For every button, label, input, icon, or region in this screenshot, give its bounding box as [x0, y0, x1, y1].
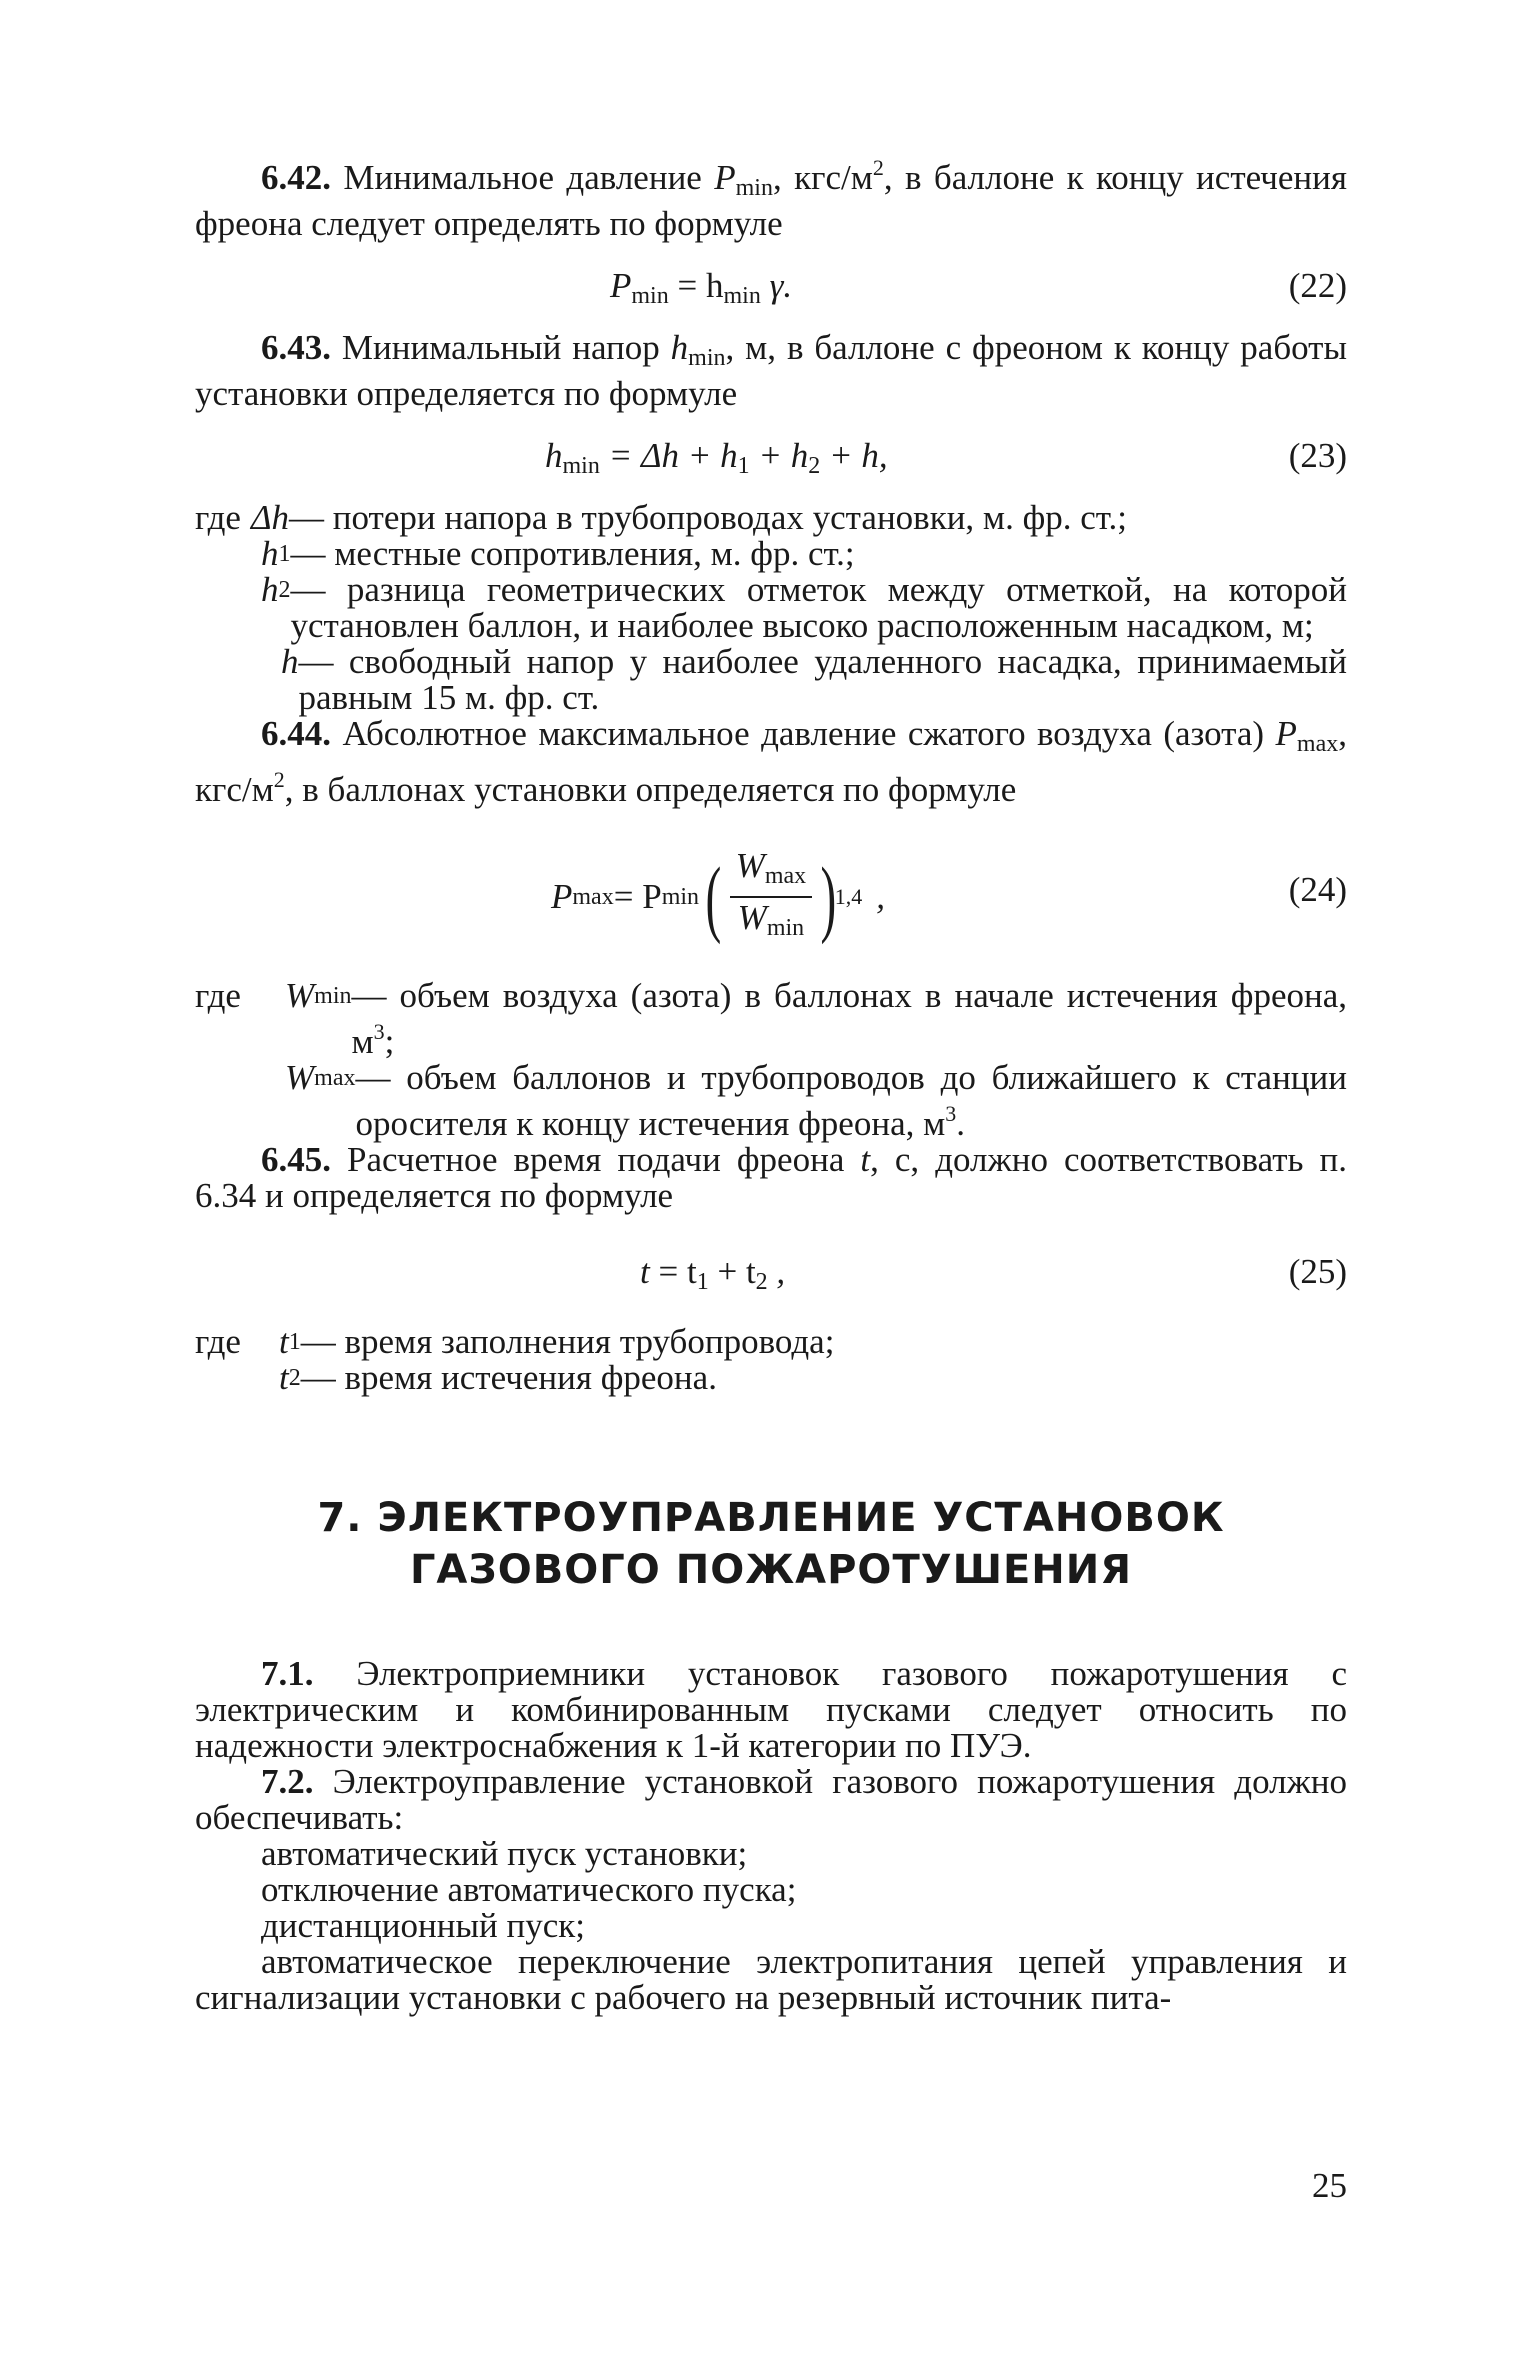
clause-number: 6.44. [261, 714, 331, 753]
symbol: h [261, 570, 279, 609]
paragraph-6-43 [195, 330, 1347, 412]
formula-expression: $t = t_1 + t_2$ , [640, 1252, 786, 1295]
list-item: автоматический пуск установки; [261, 1834, 748, 1873]
equation-number: (23) [1288, 436, 1347, 475]
text: Минимальное давление [331, 158, 715, 197]
symbol: h [670, 328, 689, 367]
where-lead: где [195, 1322, 241, 1361]
exponent: 1,4 [834, 884, 863, 909]
fraction: $\frac{W_{max}}{W_{min}}$ [730, 848, 812, 946]
page-number: 25 [1312, 2166, 1347, 2205]
text: Расчетное время подачи фреона [331, 1140, 861, 1179]
symbol: t [279, 1322, 289, 1361]
equation-number: (24) [1288, 870, 1347, 909]
paragraph-6-44 [195, 716, 1347, 808]
paragraph-7-2 [195, 1764, 1347, 1836]
paragraph-6-45 [195, 1142, 1347, 1214]
formula-22 [195, 268, 1347, 308]
symbol: t [279, 1358, 289, 1397]
subscript: min [688, 345, 726, 371]
clause-number: 6.42. [261, 158, 331, 197]
heading-line-2: ГАЗОВОГО ПОЖАРОТУШЕНИЯ [409, 1547, 1133, 1593]
definition: — свободный напор у наиболее удаленного насадка, принимаемый равным 15 м. фр. ст. [298, 642, 1347, 717]
clause-number: 6.45. [261, 1140, 331, 1179]
formula-24 [195, 838, 1347, 958]
formula-expression: $P_{min} = h_{min}$ γ. [610, 266, 793, 309]
subscript: min [735, 175, 773, 201]
definition: — объем воздуха (азота) в баллонах в начале истечения фреона, $м^3$; [351, 976, 1347, 1061]
definition: — время заполнения трубопровода; [300, 1322, 835, 1361]
superscript: 2 [273, 767, 285, 792]
heading-line-1: 7. ЭЛЕКТРОУПРАВЛЕНИЕ УСТАНОВОК [317, 1495, 1225, 1541]
symbol: P [1275, 714, 1297, 753]
formula-23 [195, 438, 1347, 478]
symbol: Δh [250, 498, 290, 537]
symbol: W [285, 976, 315, 1015]
formula-25 [195, 1254, 1347, 1294]
equation-number: (22) [1288, 266, 1347, 305]
symbol: W [285, 1058, 315, 1097]
list-item: отключение автоматического пуска; [261, 1870, 797, 1909]
list-item-last: автоматическое переключение электропитания цепей управления и сигнализации установки с рабочего на резервный источник пита- [195, 1942, 1347, 2017]
definition: — потери напора в трубопроводах установки, м. фр. ст.; [289, 498, 1127, 537]
where-lead: где [195, 498, 241, 537]
text: Минимальный напор [331, 328, 671, 367]
left-paren: ( [705, 849, 722, 945]
paragraph-7-1 [195, 1656, 1347, 1764]
text: , в баллонах установки определяется по формуле [284, 770, 1017, 809]
superscript: 2 [872, 155, 884, 180]
paragraph-6-42 [195, 150, 1347, 242]
page-body [195, 150, 1347, 2016]
clause-number: 7.1. [261, 1654, 314, 1693]
clause-number: 6.43. [261, 328, 331, 367]
section-heading [195, 1492, 1347, 1596]
symbol: t [860, 1140, 871, 1179]
symbol: h [261, 534, 279, 573]
text: , в баллоне к концу истечения фреона следует определять по формуле [195, 158, 1347, 243]
definition: — время истечения фреона. [300, 1358, 717, 1397]
clause-number: 7.2. [261, 1762, 314, 1801]
text: , кгс/м [772, 158, 873, 197]
definition: — местные сопротивления, м. фр. ст.; [290, 534, 855, 573]
formula-expression: $h_{min} = \Delta h + h_1 + h_2 + h$, [545, 436, 888, 479]
where-list-23: где Δh — потери напора в трубопроводах установки, м. фр. ст.; h 1 — местные сопротивления, м. фр. ст.; h 2 — разница геометрических отметок между отметкой, на которой установлен баллон, и наиболее высоко расположенным насадком, м; h — свободный напор у наиболее удаленного насадка, принимаемый равным 15 м. фр. ст. [195, 498, 1347, 717]
text: Электроуправление установкой газового пожаротушения должно обеспечивать: [195, 1762, 1347, 1837]
definition: — разница геометрических отметок между отметкой, на которой установлен баллон, и наиболее высоко расположенным насадком, м; [290, 570, 1347, 645]
where-lead: где [195, 976, 241, 1015]
text: , кгс/м [195, 714, 1347, 809]
equation-number: (25) [1288, 1252, 1347, 1291]
subscript: max [1296, 731, 1339, 757]
text: Абсолютное максимальное давление сжатого воздуха (азота) [331, 714, 1276, 753]
text: Электроприемники установок газового пожаротушения с электрическим и комбинированным пусками следует относить по надежности электроснабжения к 1-й категории по ПУЭ. [195, 1654, 1347, 1765]
definition: — объем баллонов и трубопроводов до ближайшего к станции оросителя к концу истечения фреона, $м^3$. [355, 1058, 1347, 1143]
where-list-25: где t 1 — время заполнения трубопровода; t 2 — время истечения фреона. [195, 1324, 1347, 1396]
list-item: дистанционный пуск; [261, 1906, 585, 1945]
right-paren: ) [820, 849, 837, 945]
text: , с, должно соответствовать п. 6.34 и определяется по формуле [195, 1140, 1347, 1215]
formula-expression: P max = P min ( $\frac{W_{max}}{W_{min}}$ ) 1,4 , [551, 846, 886, 945]
symbol: P [714, 158, 736, 197]
where-list-24: где W min — объем воздуха (азота) в баллонах в начале истечения фреона, $м^3$; W max — объем баллонов и трубопроводов до ближайшего к станции оросителя к концу истечения фреона, $м^3$. [195, 976, 1347, 1143]
symbol: h [281, 642, 299, 681]
text: , м, в баллоне с фреоном к концу работы установки определяется по формуле [195, 328, 1347, 413]
